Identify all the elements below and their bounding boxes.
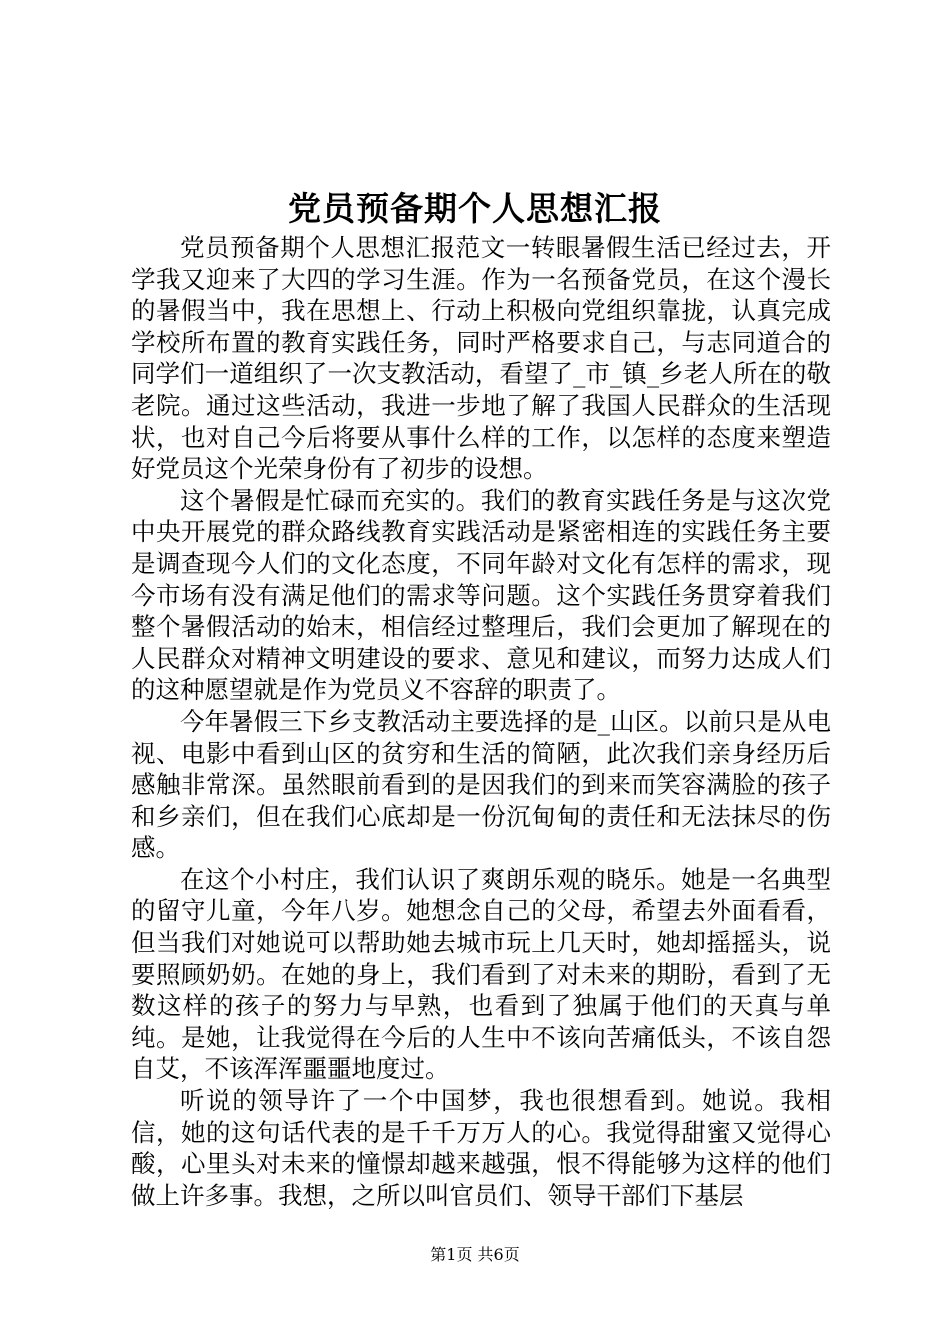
paragraph-2: 这个暑假是忙碌而充实的。我们的教育实践任务是与这次党中央开展党的群众路线教育实践活动是紧密相连的实践任务主要是调查现今人们的文化态度，不同年龄对文化有怎样的需求，现今市场有没有满足他们的需求等问题。这个实践任务贯穿着我们整个暑假活动的始末，相信经过整理后，我们会更加了解现在的人民群众对精神文明建设的要求、意见和建议，而努力达成人们的这种愿望就是作为党员义不容辞的职责了。 bbox=[131, 485, 831, 705]
paragraph-4: 在这个小村庄，我们认识了爽朗乐观的晓乐。她是一名典型的留守儿童，今年八岁。她想念自己的父母，希望去外面看看，但当我们对她说可以帮助她去城市玩上几天时，她却摇摇头，说要照顾奶奶。在她的身上，我们看到了对未来的期盼，看到了无数这样的孩子的努力与早熟，也看到了独属于他们的天真与单纯。是她，让我觉得在今后的人生中不该向苦痛低头，不该自怨自艾，不该浑浑噩噩地度过。 bbox=[131, 864, 831, 1084]
document-body bbox=[131, 232, 831, 1211]
paragraph-5: 听说的领导许了一个中国梦，我也很想看到。她说。我相信，她的这句话代表的是千千万万人的心。我觉得甜蜜又觉得心酸，心里头对未来的憧憬却越来越强，恨不得能够为这样的他们做上许多事。我想，之所以叫官员们、领导干部们下基层 bbox=[131, 1086, 831, 1210]
document-title: 党员预备期个人思想汇报 bbox=[288, 189, 662, 228]
paragraph-1: 党员预备期个人思想汇报范文一转眼暑假生活已经过去，开学我又迎来了大四的学习生涯。作为一名预备党员，在这个漫长的暑假当中，我在思想上、行动上积极向党组织靠拢，认真完成学校所布置的教育实践任务，同时严格要求自己，与志同道合的同学们一道组织了一次支教活动，看望了_市_镇_乡老人所在的敬老院。通过这些活动，我进一步地了解了我国人民群众的生活现状，也对自己今后将要从事什么样的工作，以怎样的态度来塑造好党员这个光荣身份有了初步的设想。 bbox=[131, 233, 831, 484]
paragraph-3: 今年暑假三下乡支教活动主要选择的是_山区。以前只是从电视、电影中看到山区的贫穷和生活的简陋，此次我们亲身经历后感触非常深。虽然眼前看到的是因我们的到来而笑容满脸的孩子和乡亲们，但在我们心底却是一份沉甸甸的责任和无法抹尽的伤感。 bbox=[131, 706, 831, 863]
page-footer: 第1页 共6页 bbox=[430, 1245, 520, 1264]
